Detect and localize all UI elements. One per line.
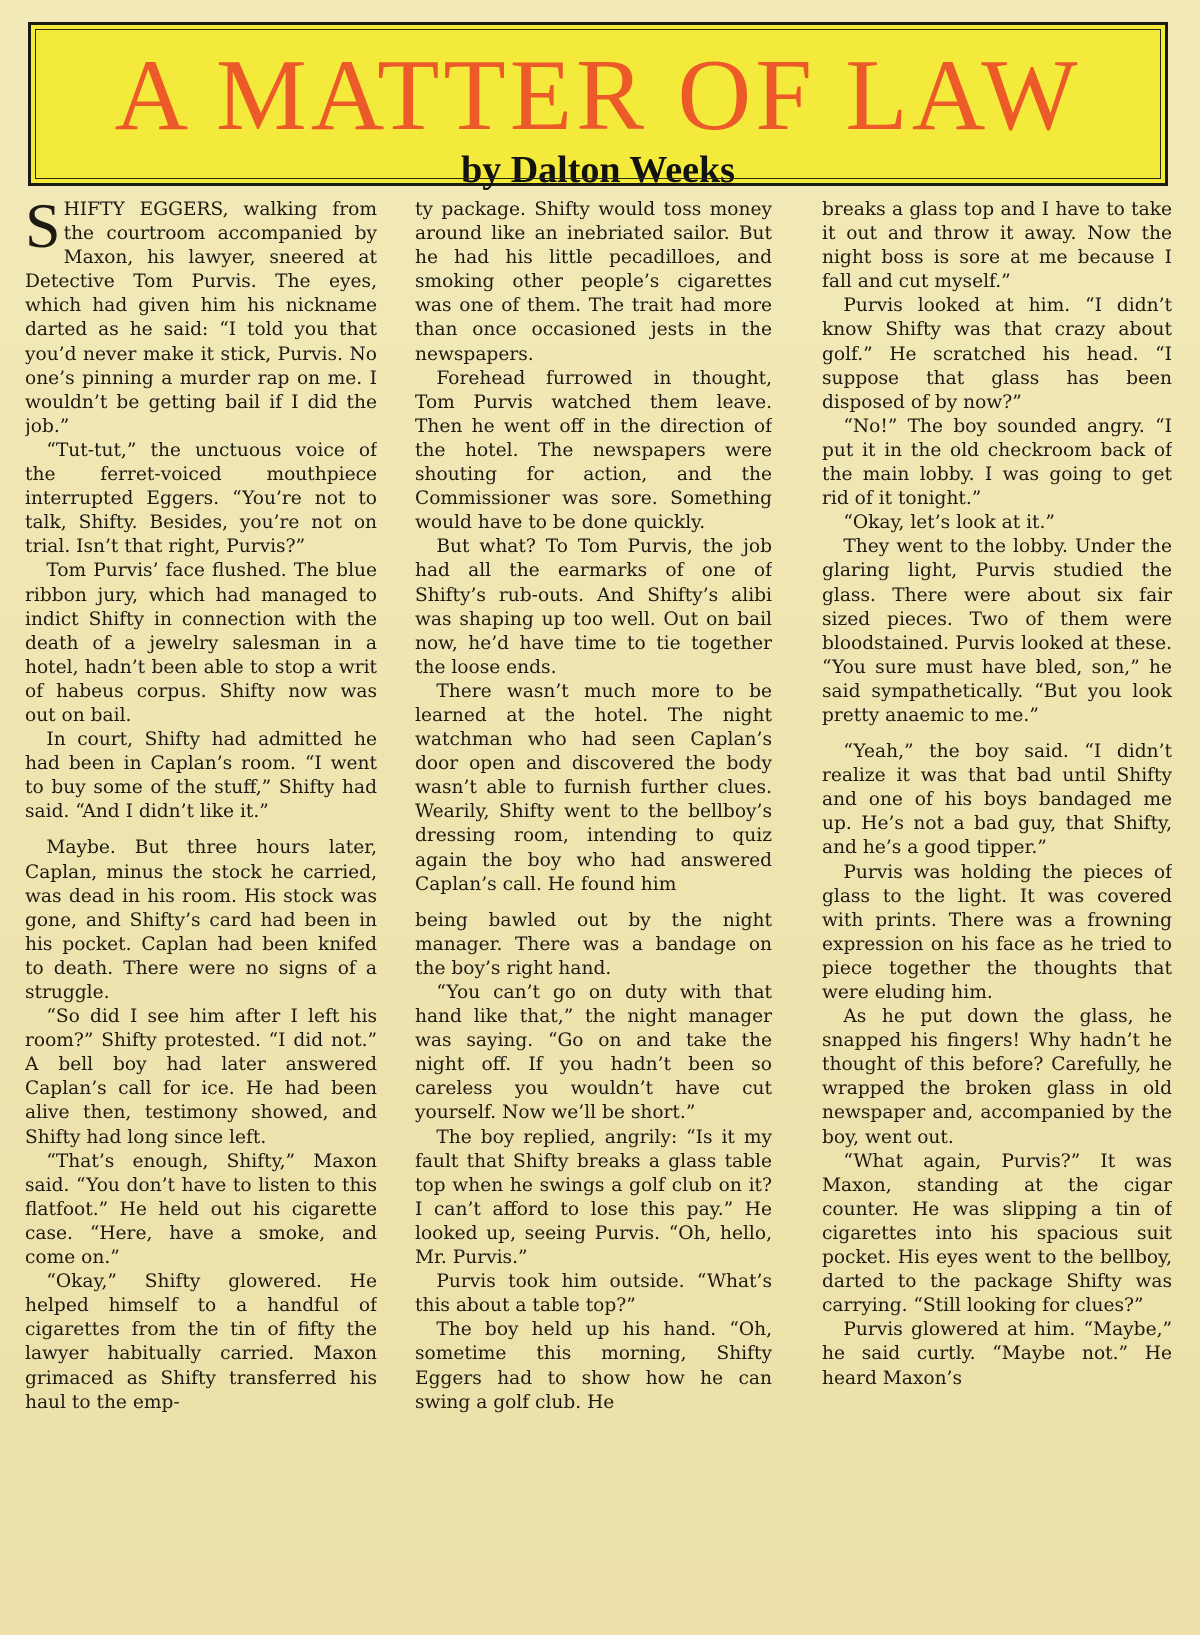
- paragraph: “You can’t go on duty with that hand like that,” the night manager was saying. “Go on and take the night off. If you hadn’t been so careless you wouldn’t have cut yourself. Now we’ll be short.”: [415, 982, 772, 1124]
- text-column-2: [415, 198, 772, 1608]
- paragraph: ty package. Shifty would toss money around like an inebriated sailor. But he had his little pecadilloes, and smoking other people’s cigarettes was one of them. The trait had more than once occasioned jests in the newspapers.: [415, 199, 772, 365]
- paragraph: The boy replied, angrily: “Is it my fault that Shifty breaks a glass table top when he swings a golf club on it? I can’t afford to lose this pay.” He looked up, seeing Purvis. “Oh, hello, Mr. Purvis.”: [415, 1126, 772, 1269]
- paragraph: The boy held up his hand. “Oh, sometime this morning, Shifty Eggers had to show how he can swing a golf club. He: [415, 1319, 772, 1413]
- paragraph-text: HIFTY EGGERS, walking from the courtroom accompanied by Maxon, his lawyer, sneered at Detective Tom Purvis. The eyes, which had given him his nickname darted as he said: “I told you that you’d never make it stick, Purvis. No one’s pinning a murder rap on me. I wouldn’t be getting bail if I did the job.”: [25, 199, 377, 437]
- story-title: A MATTER OF LAW: [114, 39, 1082, 152]
- paragraph: being bawled out by the night manager. There was a bandage on the boy’s right hand.: [415, 909, 772, 979]
- paragraph: There wasn’t much more to be learned at the hotel. The night watchman who had seen Caplan’s door open and discovered the body wasn’t able to furnish further clues. Wearily, Shifty went to the bellboy’s dressing room, intending to quiz again the boy who had answered Caplan’s call. He found him: [415, 680, 772, 895]
- paragraph: “Tut-tut,” the unctuous voice of the ferret-voiced mouthpiece interrupted Eggers. “You’re not to talk, Shifty. Besides, you’re not on trial. Isn’t that right, Purvis?”: [25, 439, 377, 558]
- paragraph: As he put down the glass, he snapped his fingers! Why hadn’t he thought of this before? Carefully, he wrapped the broken glass in old newspaper and, accompanied by the boy, went out.: [822, 1006, 1172, 1148]
- paragraph: breaks a glass top and I have to take it out and throw it away. Now the night boss is sore at me because I fall and cut myself.”: [822, 199, 1172, 293]
- paragraph: Purvis took him outside. “What’s this about a table top?”: [415, 1271, 772, 1317]
- paragraph: [25, 198, 377, 439]
- paragraph: In court, Shifty had admitted he had been in Caplan’s room. “I went to buy some of the stuff,” Shifty had said. “And I didn’t like it.”: [25, 729, 377, 823]
- paragraph: Purvis was holding the pieces of glass to the light. It was covered with prints. There was a frowning expression on his face as he tried to piece together the thoughts that were eluding him.: [822, 861, 1172, 1003]
- paragraph: But what? To Tom Purvis, the job had all the earmarks of one of Shifty’s rub-outs. And Shifty’s alibi was shaping up too well. Out on bail now, he’d have time to tie together the loose ends.: [415, 536, 772, 678]
- paragraph: Forehead furrowed in thought, Tom Purvis watched them leave. Then he went off in the direction of the hotel. The newspapers were shouting for action, and the Commissioner was sore. Something would have to be done quickly.: [415, 367, 772, 534]
- title-banner: [28, 22, 1168, 191]
- paragraph: “What again, Purvis?” It was Maxon, standing at the cigar counter. He was slipping a tin of cigarettes into his spacious suit pocket. His eyes went to the bellboy, darted to the package Shifty was carrying. “Still looking for clues?”: [822, 1150, 1172, 1317]
- paragraph: “No!” The boy sounded angry. “I put it in the old checkroom back of the main lobby. I was going to get rid of it tonight.”: [822, 415, 1172, 510]
- story-byline: by Dalton Weeks: [461, 149, 735, 191]
- paragraph: Maybe. But three hours later, Caplan, minus the stock he carried, was dead in his room. His stock was gone, and Shifty’s card had been in his pocket. Caplan had been knifed to death. There were no signs of a struggle.: [25, 837, 377, 1003]
- paragraph: “Yeah,” the boy said. “I didn’t realize it was that bad until Shifty and one of his boys bandaged me up. He’s not a bad guy, that Shifty, and he’s a good tipper.”: [822, 741, 1172, 859]
- paragraph: “So did I see him after I left his room?” Shifty protested. “I did not.” A bell boy had later answered Caplan’s call for ice. He had been alive then, testimony showed, and Shifty had long since left.: [25, 1006, 377, 1148]
- paragraph: Tom Purvis’ face flushed. The blue ribbon jury, which had managed to indict Shifty in connection with the death of a jewelry salesman in a hotel, hadn’t been able to stop a writ of habeus corpus. Shifty now was out on bail.: [25, 560, 377, 726]
- paragraph: Purvis looked at him. “I didn’t know Shifty was that crazy about golf.” He scratched his head. “I suppose that glass has been disposed of by now?”: [822, 295, 1172, 413]
- paragraph: “Okay, let’s look at it.”: [843, 512, 1055, 534]
- paragraph: “That’s enough, Shifty,” Maxon said. “You don’t have to listen to this flatfoot.” He held out his cigarette case. “Here, have a smoke, and come on.”: [25, 1150, 377, 1269]
- paragraph: They went to the lobby. Under the glaring light, Purvis studied the glass. There were about six fair sized pieces. Two of them were bloodstained. Purvis looked at these. “You sure must have bled, son,” he said sympathetically. “But you look pretty anaemic to me.”: [822, 536, 1172, 726]
- text-column-3: [822, 198, 1172, 1608]
- text-column-1: [25, 198, 377, 1608]
- paragraph: “Okay,” Shifty glowered. He helped himself to a handful of cigarettes from the tin of fifty the lawyer habitually carried. Maxon grimaced as Shifty transferred his haul to the emp-: [25, 1271, 377, 1413]
- drop-cap: S: [25, 198, 61, 261]
- paragraph: Purvis glowered at him. “Maybe,” he said curtly. “Maybe not.” He heard Maxon’s: [822, 1319, 1172, 1389]
